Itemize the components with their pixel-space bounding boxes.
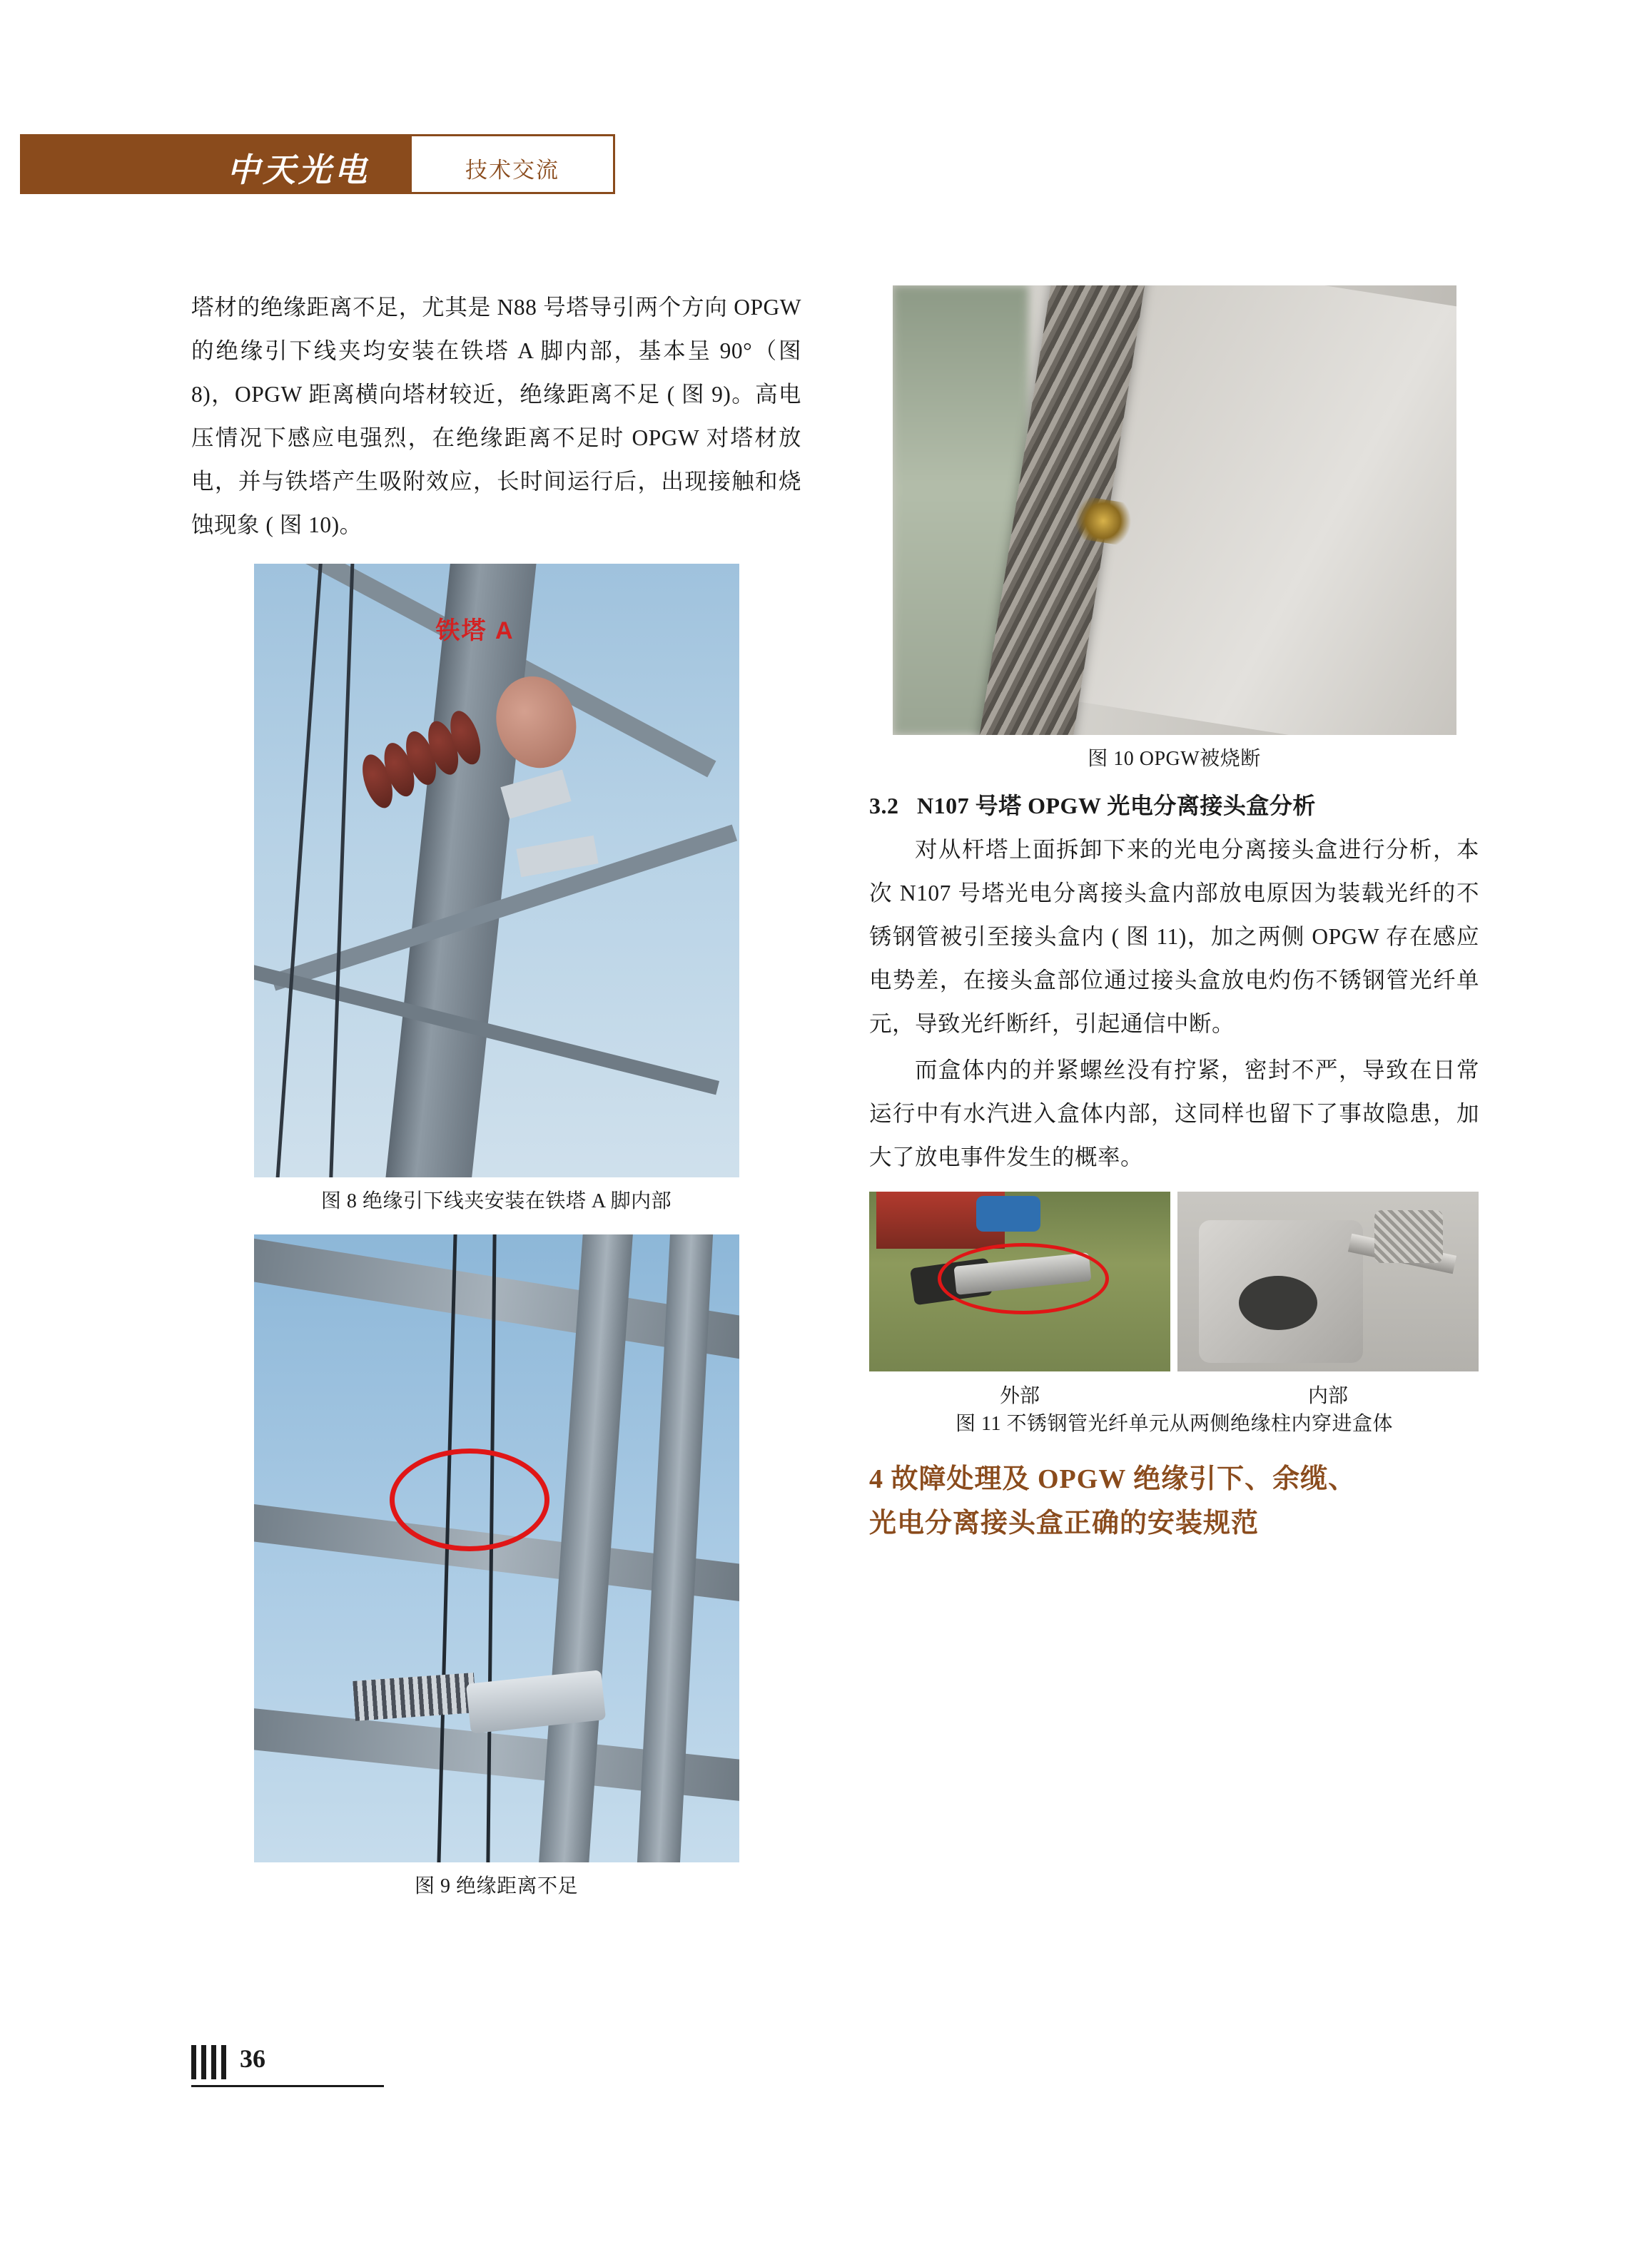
figure-9-caption: 图 9 绝缘距离不足: [414, 1875, 578, 1897]
figure-10-image: [893, 285, 1456, 735]
highlight-circle: [390, 1449, 549, 1551]
preformed-armor-rod: [353, 1673, 476, 1721]
opgw-cable-left: [273, 564, 323, 1177]
page-header: [0, 134, 1652, 194]
brand-logo: 中天光电: [227, 152, 370, 188]
figure-10: [869, 285, 1479, 773]
right-paragraph-2: 而盒体内的并紧螺丝没有拧紧，密封不严，导致在日常运行中有水汽进入盒体内部，这同样也留下了事故隐患，加大了放电事件发生的概率。: [869, 1057, 1479, 1170]
highlight-circle: [938, 1243, 1109, 1314]
downlead-clamp: [516, 836, 598, 877]
figure-11-image-exterior: [869, 1192, 1170, 1371]
figure-8-caption: 图 8 绝缘引下线夹安装在铁塔 A 脚内部: [320, 1190, 672, 1212]
section-number: 3.2: [869, 793, 899, 818]
section-heading-4: [869, 1457, 1479, 1546]
figure-11-sublabels: [869, 1380, 1479, 1409]
joint-box-opening: [1239, 1276, 1317, 1330]
page-number: 36: [240, 2044, 265, 2073]
figure-9-image: [254, 1234, 739, 1862]
figure-11-sublabel-right: 内部: [1307, 1385, 1348, 1407]
figure-11: [869, 1192, 1479, 1439]
figure-8-annotation: 铁塔 A: [435, 617, 515, 644]
figure-9: [191, 1234, 801, 1901]
header-section-tab: [410, 134, 615, 194]
tower-main-leg: [383, 564, 539, 1177]
figure-11-image-row: [869, 1192, 1479, 1371]
footer-rule: [191, 2085, 384, 2087]
section-title: N107 号塔 OPGW 光电分离接头盒分析: [917, 793, 1316, 818]
left-paragraph-1: 塔材的绝缘距离不足，尤其是 N88 号塔导引两个方向 OPGW 的绝缘引下线夹均安装在铁塔 A 脚内部，基本呈 90°（图 8)，OPGW 距离横向塔材较近，绝缘距离不足 ( 图 9)。高电压情况下感应电强烈，在绝缘距离不足时 OPGW 对塔材放电，并与铁塔产生吸附效应，长时间运行后，出现接触和烧蚀现象 ( 图 10)。: [191, 295, 801, 537]
foil-wrap: [1374, 1210, 1443, 1263]
page-footer: [191, 2041, 405, 2084]
section-heading-4-line1: 4 故障处理及 OPGW 绝缘引下、余缆、: [869, 1464, 1357, 1494]
figure-11-image-interior: [1177, 1192, 1479, 1371]
figure-11-sublabel-left: 外部: [999, 1385, 1040, 1407]
blue-tool: [976, 1196, 1040, 1232]
figure-11-caption: 图 11 不锈钢管光纤单元从两侧绝缘柱内穿进盒体: [956, 1413, 1393, 1435]
left-column: [191, 285, 801, 1901]
header-section-tab-label: 技术交流: [465, 158, 559, 183]
right-column: [869, 285, 1479, 1546]
section-heading-4-line2: 光电分离接头盒正确的安装规范: [869, 1508, 1260, 1538]
section-heading-3-2: [869, 785, 1479, 826]
brand-banner: [20, 134, 410, 194]
opgw-cable-right: [328, 564, 354, 1177]
figure-10-caption: 图 10 OPGW被烧断: [1088, 748, 1261, 770]
right-paragraph-1: 对从杆塔上面拆卸下来的光电分离接头盒进行分析，本次 N107 号塔光电分离接头盒内部放电原因为装载光纤的不锈钢管被引至接头盒内 ( 图 11)，加之两侧 OPGW 存在感应电势差，在接头盒部位通过接头盒放电灼伤不锈钢管光纤单元，导致光纤断纤，引起通信中断。: [869, 837, 1479, 1036]
footer-bars-decoration: [191, 2045, 231, 2079]
figure-8-image: [254, 564, 739, 1177]
figure-8: [191, 564, 801, 1216]
